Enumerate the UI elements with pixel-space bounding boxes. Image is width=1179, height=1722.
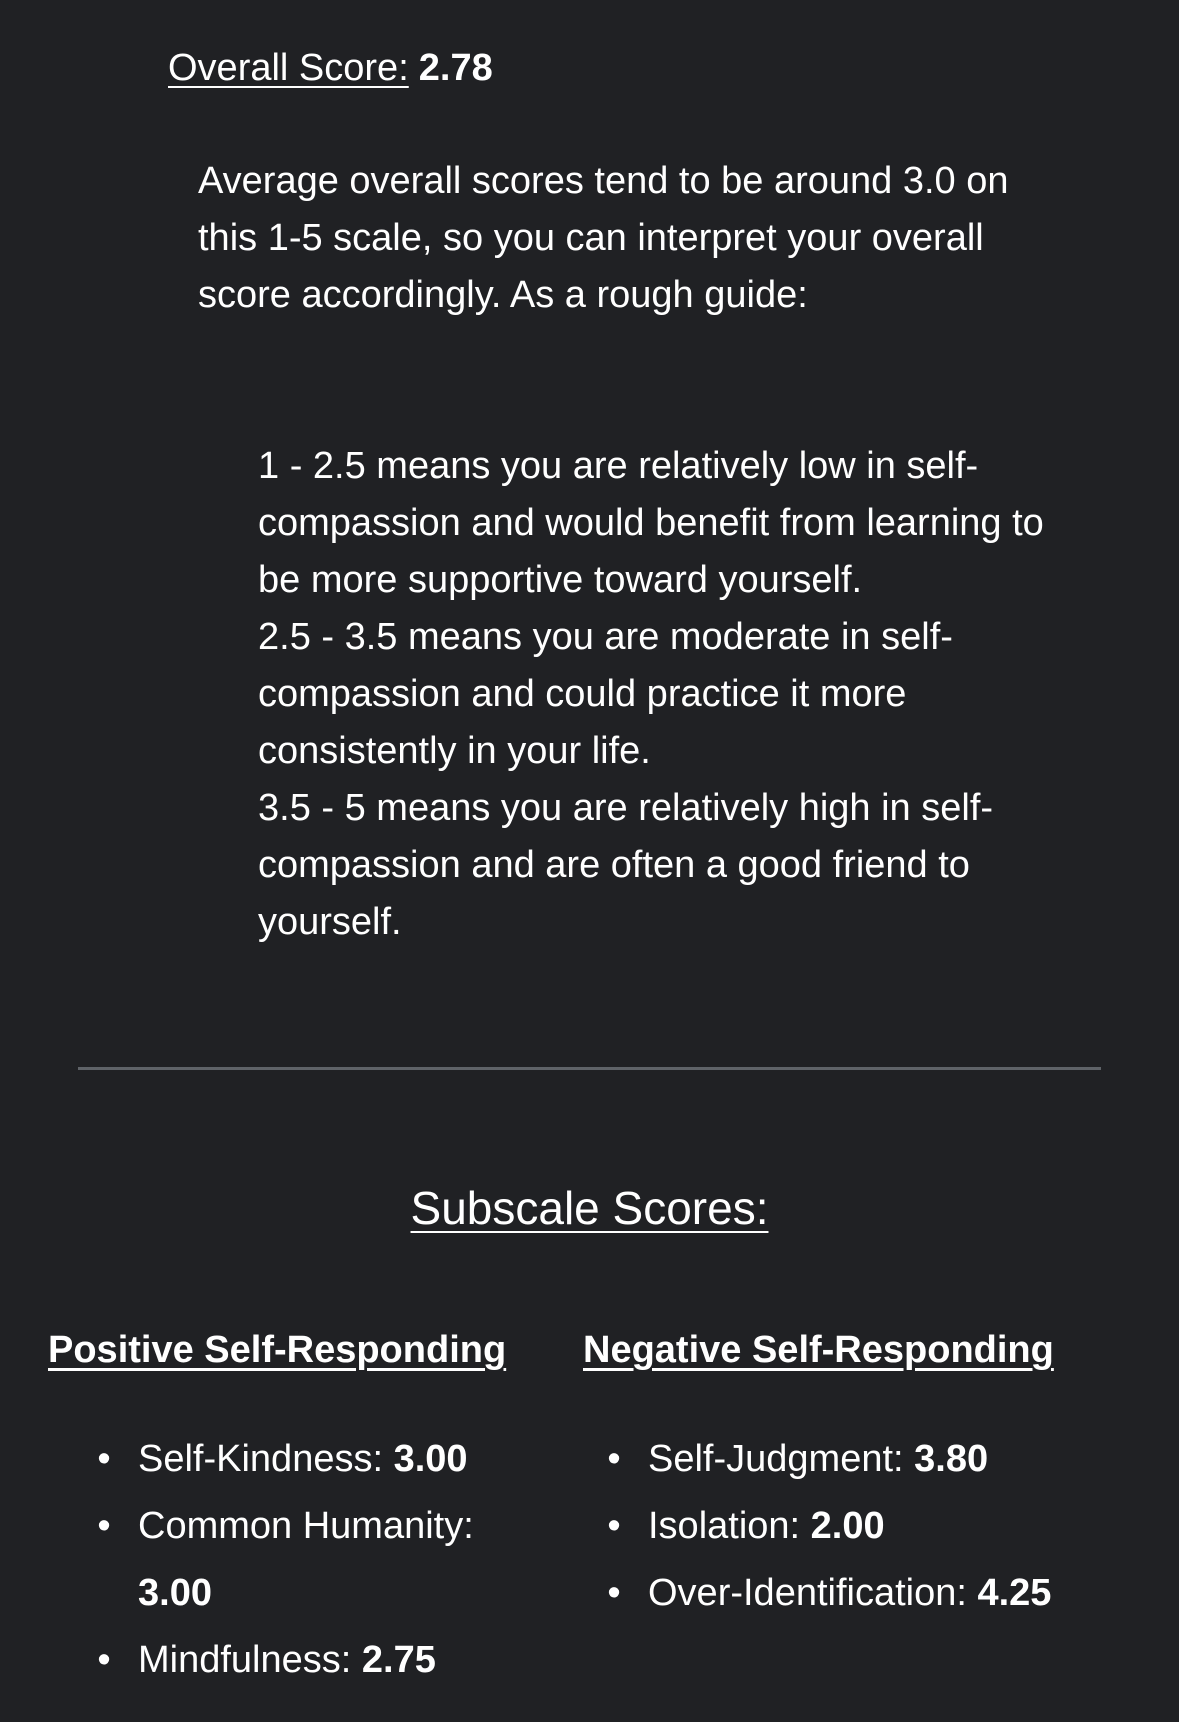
- negative-heading: Negative Self-Responding: [583, 1329, 1054, 1371]
- list-item-isolation: [607, 1493, 1068, 1560]
- positive-score-list: [97, 1426, 538, 1694]
- bullet-icon: •: [607, 1572, 621, 1614]
- positive-heading: Positive Self-Responding: [48, 1329, 507, 1371]
- subscale-label: Mindfulness:: [138, 1639, 352, 1681]
- subscale-label: Isolation:: [648, 1505, 801, 1547]
- subscale-label: Over-Identification:: [648, 1572, 967, 1614]
- subscale-title-text: Subscale Scores:: [410, 1182, 769, 1234]
- subscale-value: 4.25: [977, 1572, 1052, 1614]
- intro-paragraph: Average overall scores tend to be around 3.0 on this 1-5 scale, so you can interpret your overall score accordingly. As a rough guide:: [198, 160, 1009, 316]
- subscale-label: Self-Judgment:: [648, 1438, 904, 1480]
- score-guide-list: [258, 438, 1058, 951]
- section-divider: [78, 1067, 1101, 1070]
- bullet-icon: •: [97, 1438, 111, 1480]
- guide-item-high: 3.5 - 5 means you are relatively high in self-compassion and are often a good friend to yourself.: [258, 787, 994, 943]
- negative-score-list: [607, 1426, 1068, 1627]
- subscale-value: 3.00: [393, 1438, 468, 1480]
- list-item-self-kindness: [97, 1426, 538, 1493]
- guide-item-low: 1 - 2.5 means you are relatively low in self-compassion and would benefit from learning to be more supportive toward yourself.: [258, 445, 1044, 601]
- bullet-icon: •: [97, 1639, 111, 1681]
- overall-score: [168, 42, 493, 94]
- list-item-mindfulness: [97, 1627, 538, 1694]
- bullet-icon: •: [97, 1505, 111, 1547]
- subscale-value: 2.00: [810, 1505, 885, 1547]
- subscale-value: 3.80: [914, 1438, 989, 1480]
- subscale-label: Common Humanity:: [138, 1505, 474, 1547]
- list-item-self-judgment: [607, 1426, 1068, 1493]
- list-item-over-identification: [607, 1560, 1068, 1627]
- overall-score-label: Overall Score:: [168, 47, 409, 89]
- list-item-common-humanity: [97, 1493, 538, 1627]
- subscale-label: Self-Kindness:: [138, 1438, 384, 1480]
- subscale-value: 3.00: [138, 1572, 212, 1614]
- subscale-title: [0, 1178, 1179, 1238]
- guide-item-moderate: 2.5 - 3.5 means you are moderate in self-compassion and could practice it more consistently in your life.: [258, 616, 953, 772]
- overall-score-value: 2.78: [418, 47, 493, 89]
- bullet-icon: •: [607, 1505, 621, 1547]
- subscale-value: 2.75: [361, 1639, 436, 1681]
- bullet-icon: •: [607, 1438, 621, 1480]
